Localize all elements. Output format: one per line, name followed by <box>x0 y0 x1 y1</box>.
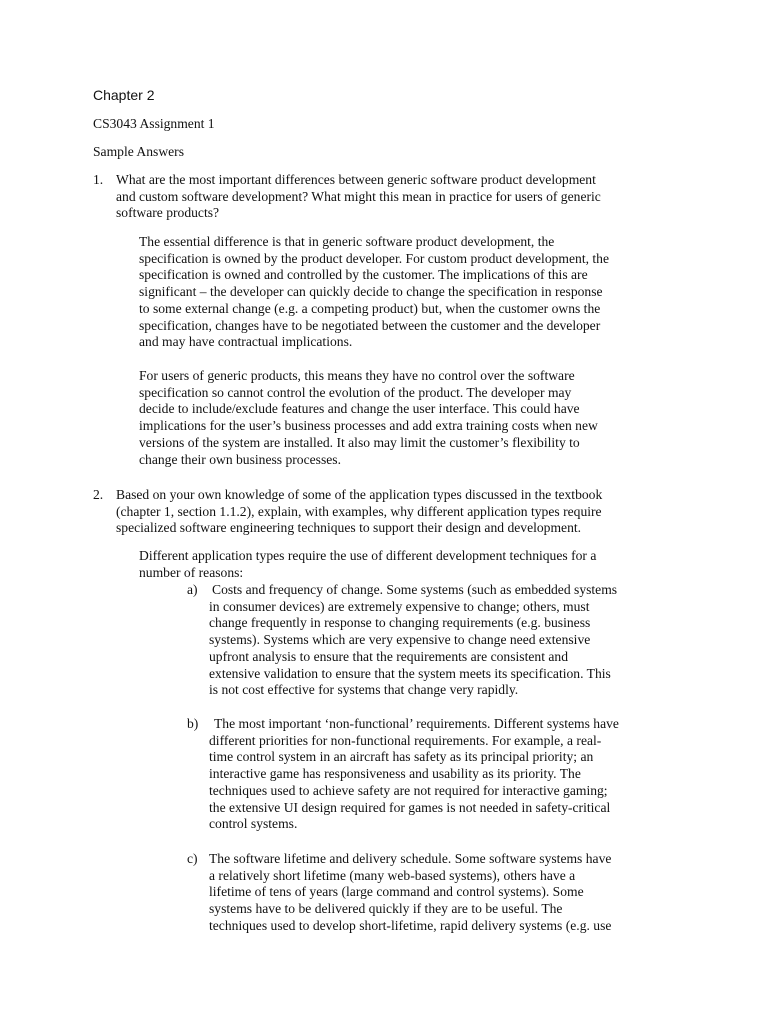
list-item-line: time control system in an aircraft has safety as its principal priority; an <box>209 749 594 765</box>
list-item-line: in consumer devices) are extremely expensive to change; others, must <box>209 598 590 614</box>
list-item-line: techniques used to develop short-lifetime, rapid delivery systems (e.g. use <box>209 917 612 933</box>
answer-line: Different application types require the use of different development techniques for a <box>139 548 597 563</box>
list-item-line: extensive validation to ensure that the system meets its specification. This <box>209 665 611 681</box>
answer-2-intro <box>139 548 709 581</box>
list-item-c-label: c) <box>187 851 198 866</box>
question-1-text <box>116 172 706 222</box>
list-item-line: upfront analysis to ensure that the requirements are consistent and <box>209 648 568 664</box>
answer-line: to some external change (e.g. a competing product) but, when the customer owns the <box>139 300 601 316</box>
list-item-line: techniques used to achieve safety are not required for interactive gaming; <box>209 782 608 798</box>
answer-line: For users of generic products, this means they have no control over the software <box>139 368 575 383</box>
assignment-title: CS3043 Assignment 1 <box>93 116 215 131</box>
question-line: What are the most important differences between generic software product development <box>116 172 596 187</box>
answer-line: number of reasons: <box>139 564 244 580</box>
list-item-line: a relatively short lifetime (many web-based systems), others have a <box>209 867 576 883</box>
answer-line: versions of the system are installed. It also may limit the customer’s flexibility to <box>139 434 580 450</box>
question-line: Based on your own knowledge of some of the application types discussed in the textbook <box>116 487 603 502</box>
list-item-line: control systems. <box>209 816 298 832</box>
list-item-b-label: b) <box>187 716 199 731</box>
question-line: software products? <box>116 205 220 221</box>
list-item-line: systems). Systems which are very expensive to change need extensive <box>209 632 591 648</box>
answer-line: specification is owned by the product developer. For custom product development, the <box>139 250 609 266</box>
list-item-line: different priorities for non-functional requirements. For example, a real- <box>209 732 602 748</box>
document-subtitle: Sample Answers <box>93 144 184 159</box>
answer-line: specification so cannot control the evolution of the product. The developer may <box>139 384 572 400</box>
question-line: (chapter 1, section 1.1.2), explain, with examples, why different application types require <box>116 503 602 519</box>
answer-line: decide to include/exclude features and change the user interface. This could have <box>139 401 580 417</box>
question-line: and custom software development? What might this mean in practice for users of generic <box>116 188 601 204</box>
question-2-text <box>116 487 706 537</box>
list-item-b <box>209 716 709 833</box>
list-item-line: The software lifetime and delivery schedule. Some software systems have <box>209 851 612 866</box>
answer-line: significant – the developer can quickly decide to change the specification in response <box>139 284 603 300</box>
list-item-line: interactive game has responsiveness and usability as its priority. The <box>209 766 581 782</box>
list-item-line: lifetime of tens of years (large command and control systems). Some <box>209 884 584 900</box>
list-item-c <box>209 851 709 935</box>
question-line: specialized software engineering techniques to support their design and development. <box>116 520 582 536</box>
list-item-line: change frequently in response to changing requirements (e.g. business <box>209 615 591 631</box>
answer-1-paragraph-2 <box>139 368 709 468</box>
answer-line: The essential difference is that in generic software product development, the <box>139 234 555 249</box>
answer-line: specification, changes have to be negotiated between the customer and the developer <box>139 317 601 333</box>
list-item-a <box>209 582 709 699</box>
list-item-a-label: a) <box>187 582 198 597</box>
answer-line: and may have contractual implications. <box>139 334 353 350</box>
list-item-line: is not cost effective for systems that change very rapidly. <box>209 682 519 698</box>
answer-line: specification is owned and controlled by the customer. The implications of this are <box>139 267 588 283</box>
list-item-line: the extensive UI design required for games is not needed in safety-critical <box>209 799 611 815</box>
answer-line: change their own business processes. <box>139 451 341 467</box>
list-item-line: systems have to be delivered quickly if they are to be useful. The <box>209 901 563 917</box>
list-item-line: The most important ‘non-functional’ requirements. Different systems have <box>214 716 619 731</box>
question-2-number: 2. <box>93 487 104 502</box>
chapter-heading: Chapter 2 <box>93 87 155 103</box>
question-1-number: 1. <box>93 172 104 187</box>
answer-1-paragraph-1 <box>139 234 709 351</box>
list-item-line: Costs and frequency of change. Some systems (such as embedded systems <box>212 582 618 597</box>
answer-line: implications for the user’s business processes and add extra training costs when new <box>139 418 598 434</box>
